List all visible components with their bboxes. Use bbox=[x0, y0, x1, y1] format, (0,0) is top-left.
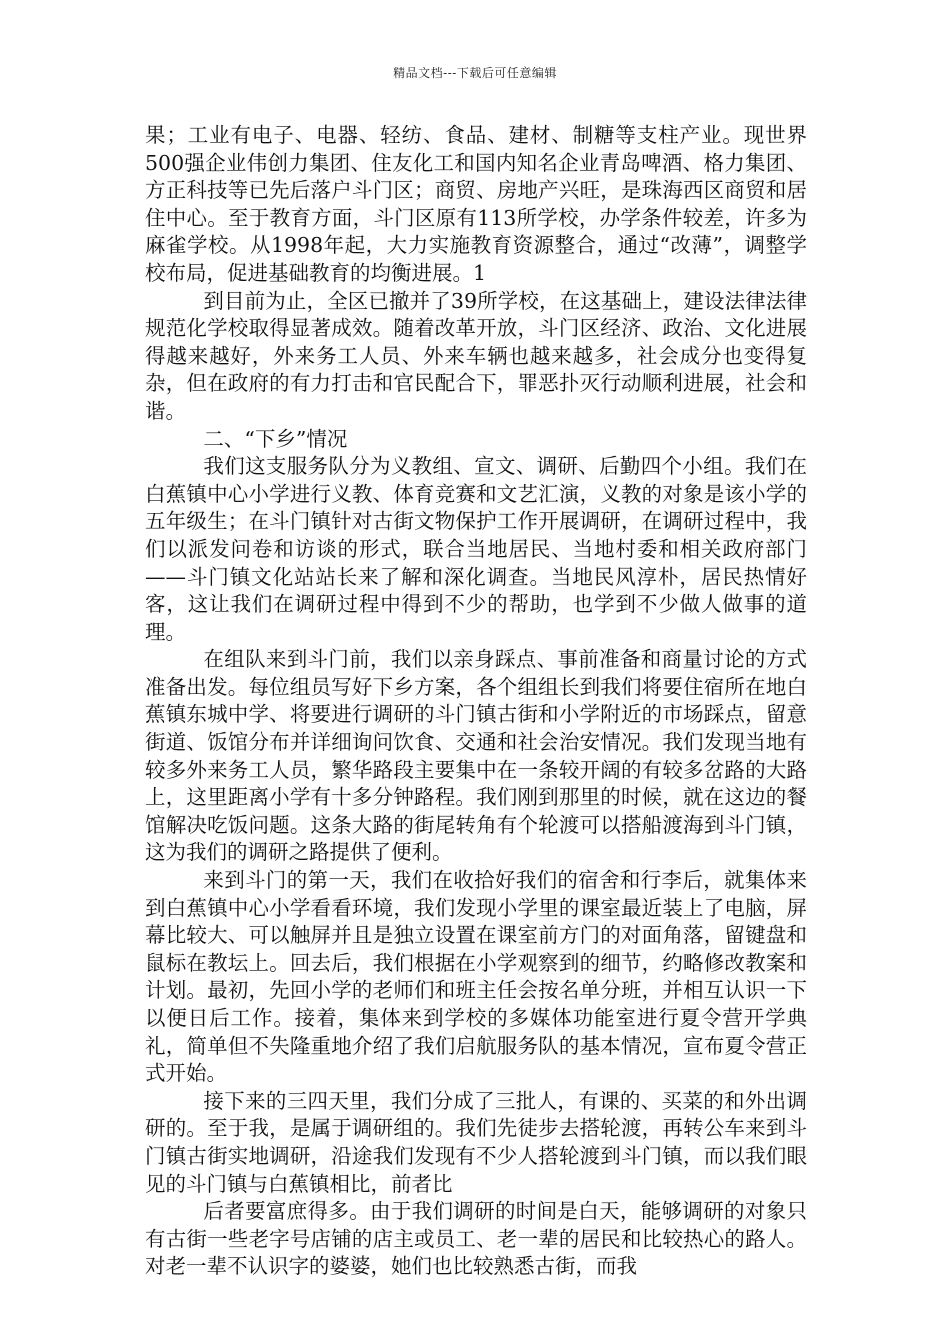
paragraph: 后者要富庶得多。由于我们调研的时间是白天，能够调研的对象只有古街一些老字号店铺的店主或员工、老一辈的居民和比较热心的路人。对老一辈不认识字的婆婆，她们也比较熟悉古街，而我 bbox=[145, 1199, 807, 1279]
paragraph-continuation: 果；工业有电子、电器、轻纺、食品、建材、制糖等支柱产业。现世界500强企业伟创力集团、住友化工和国内知名企业青岛啤酒、格力集团、方正科技等已先后落户斗门区；商贸、房地产兴旺，是珠海西区商贸和居住中心。至于教育方面，斗门区原有113所学校，办学条件较差，许多为麻雀学校。从1998年起，大力实施教育资源整合，通过“改薄”，调整学校布局，促进基础教育的均衡进展。1 bbox=[145, 123, 807, 285]
document-body bbox=[145, 122, 807, 1281]
paragraph: 到目前为止，全区已撤并了39所学校，在这基础上，建设法律法律规范化学校取得显著成效。随着改革开放，斗门区经济、政治、文化进展得越来越好，外来务工人员、外来车辆也越来越多，社会成分也变得复杂，但在政府的有力打击和官民配合下，罪恶扑灭行动顺利进展，社会和谐。 bbox=[145, 288, 807, 423]
paragraph: 来到斗门的第一天，我们在收拾好我们的宿舍和行李后，就集体来到白蕉镇中心小学看看环境，我们发现小学里的课室最近装上了电脑，屏幕比较大、可以触屏并且是独立设置在课室前方门的对面角落，留键盘和鼠标在教坛上。回去后，我们根据在小学观察到的细节，约略修改教案和计划。最初，先回小学的老师们和班主任会按名单分班，并相互认识一下以便日后工作。接着，集体来到学校的多媒体功能室进行夏令营开学典礼，简单但不失隆重地介绍了我们启航服务队的基本情况，宣布夏令营正式开始。 bbox=[145, 868, 807, 1086]
paragraph: 在组队来到斗门前，我们以亲身踩点、事前准备和商量讨论的方式准备出发。每位组员写好下乡方案，各个组组长到我们将要住宿所在地白蕉镇东城中学、将要进行调研的斗门镇古街和小学附近的市场踩点，留意街道、饭馆分布并详细询问饮食、交通和社会治安情况。我们发现当地有较多外来务工人员，繁华路段主要集中在一条较开阔的有较多岔路的大路上，这里距离小学有十多分钟路程。我们刚到那里的时候，就在这边的餐馆解决吃饭问题。这条大路的街尾转角有个轮渡可以搭船渡海到斗门镇，这为我们的调研之路提供了便利。 bbox=[145, 647, 807, 865]
section-heading: 二、“下乡”情况 bbox=[203, 426, 348, 451]
page-header-watermark: 精品文档---下载后可任意编辑 bbox=[393, 66, 557, 80]
paragraph: 接下来的三四天里，我们分成了三批人，有课的、买菜的和外出调研的。至于我，是属于调研组的。我们先徒步去搭轮渡，再转公车来到斗门镇古街实地调研，沿途我们发现有不少人搭轮渡到斗门镇，而以我们眼见的斗门镇与白蕉镇相比，前者比 bbox=[145, 1088, 807, 1196]
paragraph: 我们这支服务队分为义教组、宣文、调研、后勤四个小组。我们在白蕉镇中心小学进行义教、体育竞赛和文艺汇演，义教的对象是该小学的五年级生；在斗门镇针对古街文物保护工作开展调研，在调研过程中，我们以派发问卷和访谈的形式，联合当地居民、当地村委和相关政府部门——斗门镇文化站站长来了解和深化调查。当地民风淳朴，居民热情好客，这让我们在调研过程中得到不少的帮助，也学到不少做人做事的道理。 bbox=[145, 454, 807, 644]
